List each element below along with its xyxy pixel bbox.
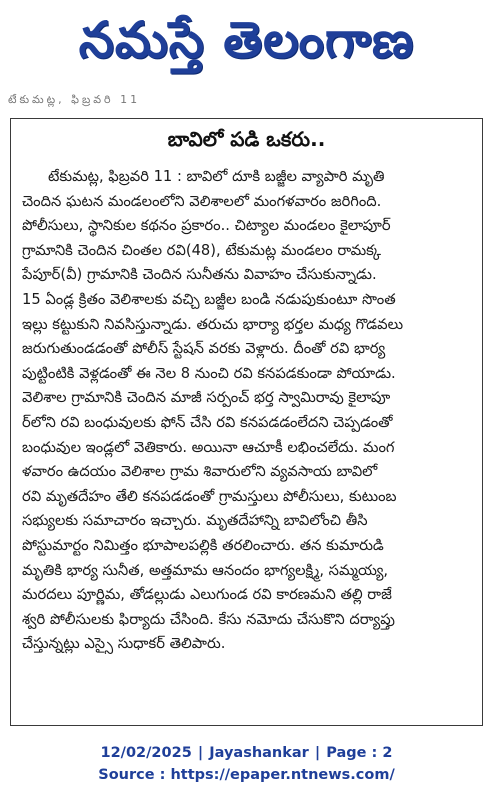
newspaper-masthead bbox=[0, 0, 493, 80]
article-body bbox=[11, 165, 482, 657]
article-line: చేస్తున్నట్లు ఎస్సై సుధాకర్ తెలిపారు. bbox=[22, 635, 226, 653]
article-headline: బావిలో పడి ఒకరు.. bbox=[167, 127, 326, 151]
publication-date: 12/02/2025 bbox=[100, 745, 192, 761]
article-line: టేకుమట్ల, ఫిబ్రవరి 11 : బావిలో దూకి బజ్జీల వ్యాపారి మృతి bbox=[48, 168, 385, 185]
article-line: మరదలు పూర్ణిమ, తోడల్లుడు ఎలుగుండ రవి కారణమని తల్లి రాజే bbox=[22, 586, 392, 604]
previous-article-edge: టేకుమట్ల, ఫిబ్రవరి 11 bbox=[8, 93, 141, 106]
article-line: వెలిశాల గ్రామానికి చెందిన మాజీ సర్పంచ్ భర్త స్వామిరావు కైలాపూ bbox=[22, 389, 391, 407]
article-line: చెందిన ఘటన మండలంలోని వెలిశాలలో మంగళవారం జరిగింది. bbox=[22, 192, 382, 210]
article-line: గ్రామానికి చెందిన చింతల రవి(48), టేకుమట్ల మండలం రామక్క bbox=[22, 241, 381, 259]
footer-separator: | bbox=[314, 745, 321, 761]
clipping-footer bbox=[0, 742, 493, 786]
article-line: పోస్టుమార్టం నిమిత్తం భూపాలపల్లికి తరలించారు. తన కుమారుడి bbox=[22, 536, 384, 554]
article-line: పేపూర్(వీ) గ్రామానికి చెందిన సునీతను వివాహం చేసుకున్నాడు. bbox=[22, 266, 377, 284]
article-line: పుట్టింటికి వెళ్లడంతో ఈ నెల 8 నుంచి రవి కనపడకుండా పోయాడు. bbox=[22, 364, 396, 382]
source-line[interactable]: Source : https://epaper.ntnews.com/ bbox=[98, 767, 395, 783]
article-line: రవి మృతదేహం తేలి కనపడడంతో గ్రామస్తులు పోలీసులు, కుటుంబ bbox=[22, 487, 397, 505]
masthead-title: నమస్తే తెలంగాణ bbox=[78, 11, 415, 69]
footer-separator: | bbox=[197, 745, 204, 761]
edition-name: Jayashankar bbox=[209, 745, 309, 761]
article-line: ర్‌లోని రవి బంధువులకు ఫోన్ చేసి రవి కనపడడంలేదని చెప్పడంతో bbox=[22, 413, 393, 431]
news-article-clipping bbox=[10, 118, 483, 726]
footer-meta-line bbox=[0, 742, 493, 764]
article-line: ళవారం ఉదయం వెలిశాల గ్రామ శివారులోని వ్యవసాయ బావిలో bbox=[22, 463, 378, 481]
article-line: పోలీసులు, స్థానికుల కథనం ప్రకారం.. చిట్యాల మండలం కైలాపూర్ bbox=[22, 217, 391, 235]
page-number: Page : 2 bbox=[326, 745, 393, 761]
article-line: బంధువుల ఇండ్లలో వెతికారు. అయినా ఆచూకీ లభించలేదు. మంగ bbox=[22, 438, 395, 456]
article-line: సభ్యులకు సమాచారం ఇచ్చారు. మృతదేహాన్ని బావిలోంచి తీసి bbox=[22, 512, 368, 530]
article-line: జరుగుతుండడంతో పోలీస్ స్టేషన్ వరకు వెళ్లారు. దీంతో రవి భార్య bbox=[22, 340, 386, 358]
article-line: మృతికి భార్య సునీత, అత్తమామ ఆనందం భాగ్యలక్ష్మి, సమ్మయ్య, bbox=[22, 561, 389, 579]
article-line: 15 ఏండ్ల క్రితం వెలిశాలకు వచ్చి బజ్జీల బండి నడుపుకుంటూ సొంత bbox=[22, 290, 396, 308]
article-line: ఇల్లు కట్టుకుని నివసిస్తున్నాడు. తరుచు భార్యా భర్తల మధ్య గొడవలు bbox=[22, 315, 404, 333]
article-line: శ్వరి పోలీసులకు ఫిర్యాదు చేసింది. కేసు నమోదు చేసుకొని దర్యాప్తు bbox=[22, 610, 395, 628]
